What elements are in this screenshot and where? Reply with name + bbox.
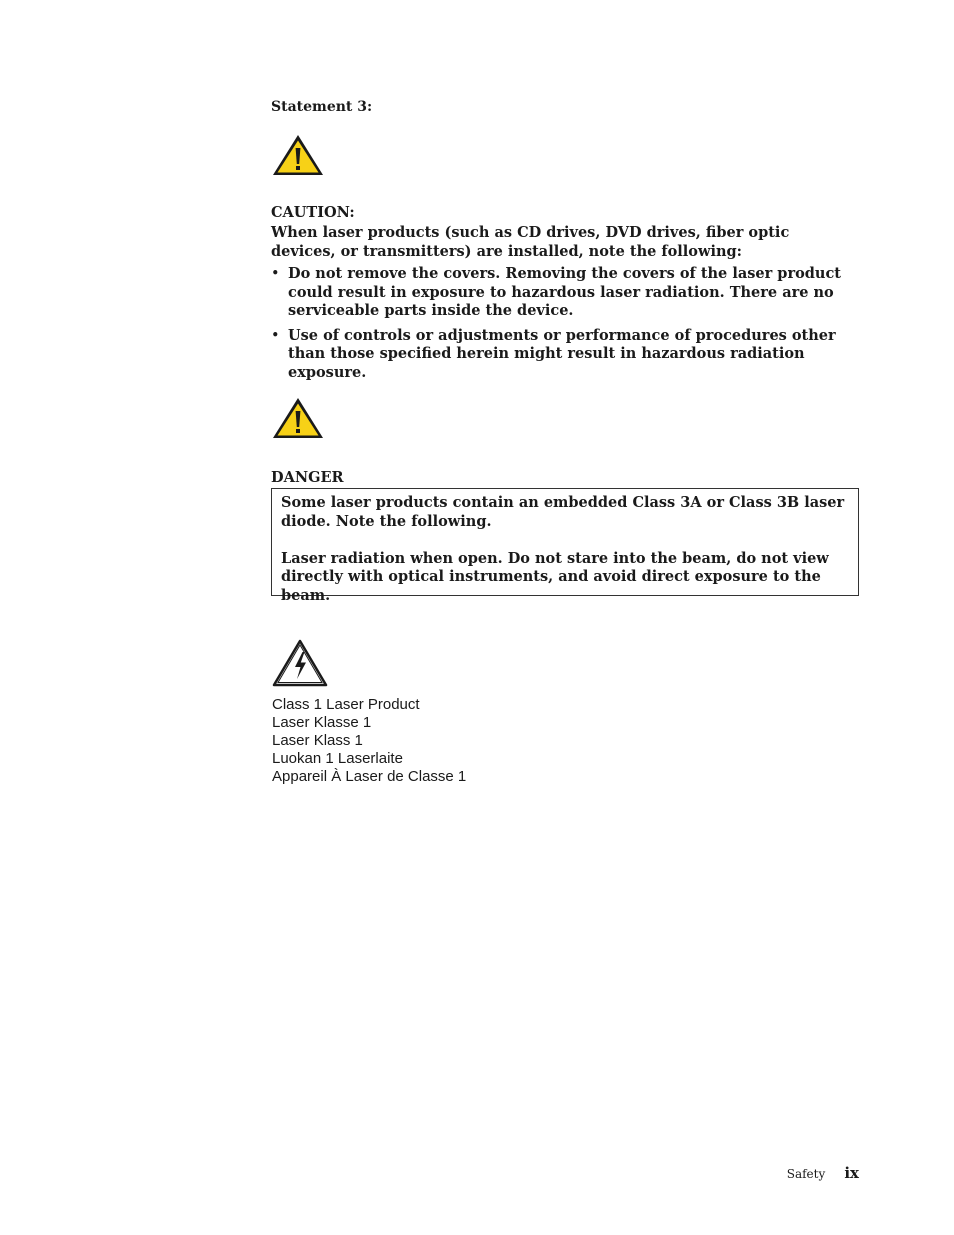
caution-label: CAUTION: [271,204,355,221]
page-footer [787,1163,859,1182]
warning-triangle-icon [271,133,325,181]
caution-intro: When laser products (such as CD drives, DVD drives, fiber optic devices, or transmitters) are installed, note the following: [271,224,790,260]
list-item: • Do not remove the covers. Removing the covers of the laser product could result in exposure to hazardous laser radiation. There are no serviceable parts inside the device. [271,265,841,319]
footer-section-name: Safety [786,1167,826,1181]
bullet-text: Do not remove the covers. Removing the covers of the laser product could result in exposure to hazardous laser radiation. There are no serviceable parts inside the device. [288,265,841,319]
laser-label-line: Luokan 1 Laserlaite [272,750,403,767]
laser-class-label [272,696,466,786]
laser-label-line: Class 1 Laser Product [272,696,420,713]
caution-bullet-list [271,265,856,388]
danger-label: DANGER [271,469,344,486]
danger-paragraph: Some laser products contain an embedded Class 3A or Class 3B laser diode. Note the following. [281,494,845,530]
warning-triangle-icon [271,396,325,444]
danger-notice-box [271,488,859,604]
laser-label-line: Laser Klass 1 [272,732,363,749]
page-number: ix [844,1164,859,1182]
electrical-hazard-icon [271,638,329,692]
list-item: • Use of controls or adjustments or performance of procedures other than those specified herein might result in hazardous radiation exposure. [271,326,836,381]
danger-paragraph: Laser radiation when open. Do not stare into the beam, do not view directly with optical instruments, and avoid direct exposure to the beam. [281,549,829,604]
bullet-text: Use of controls or adjustments or performance of procedures other than those specified herein might result in hazardous radiation exposure. [288,326,836,381]
laser-label-line: Appareil À Laser de Classe 1 [272,768,467,785]
laser-label-line: Laser Klasse 1 [272,714,372,731]
statement-title: Statement 3: [271,99,373,115]
